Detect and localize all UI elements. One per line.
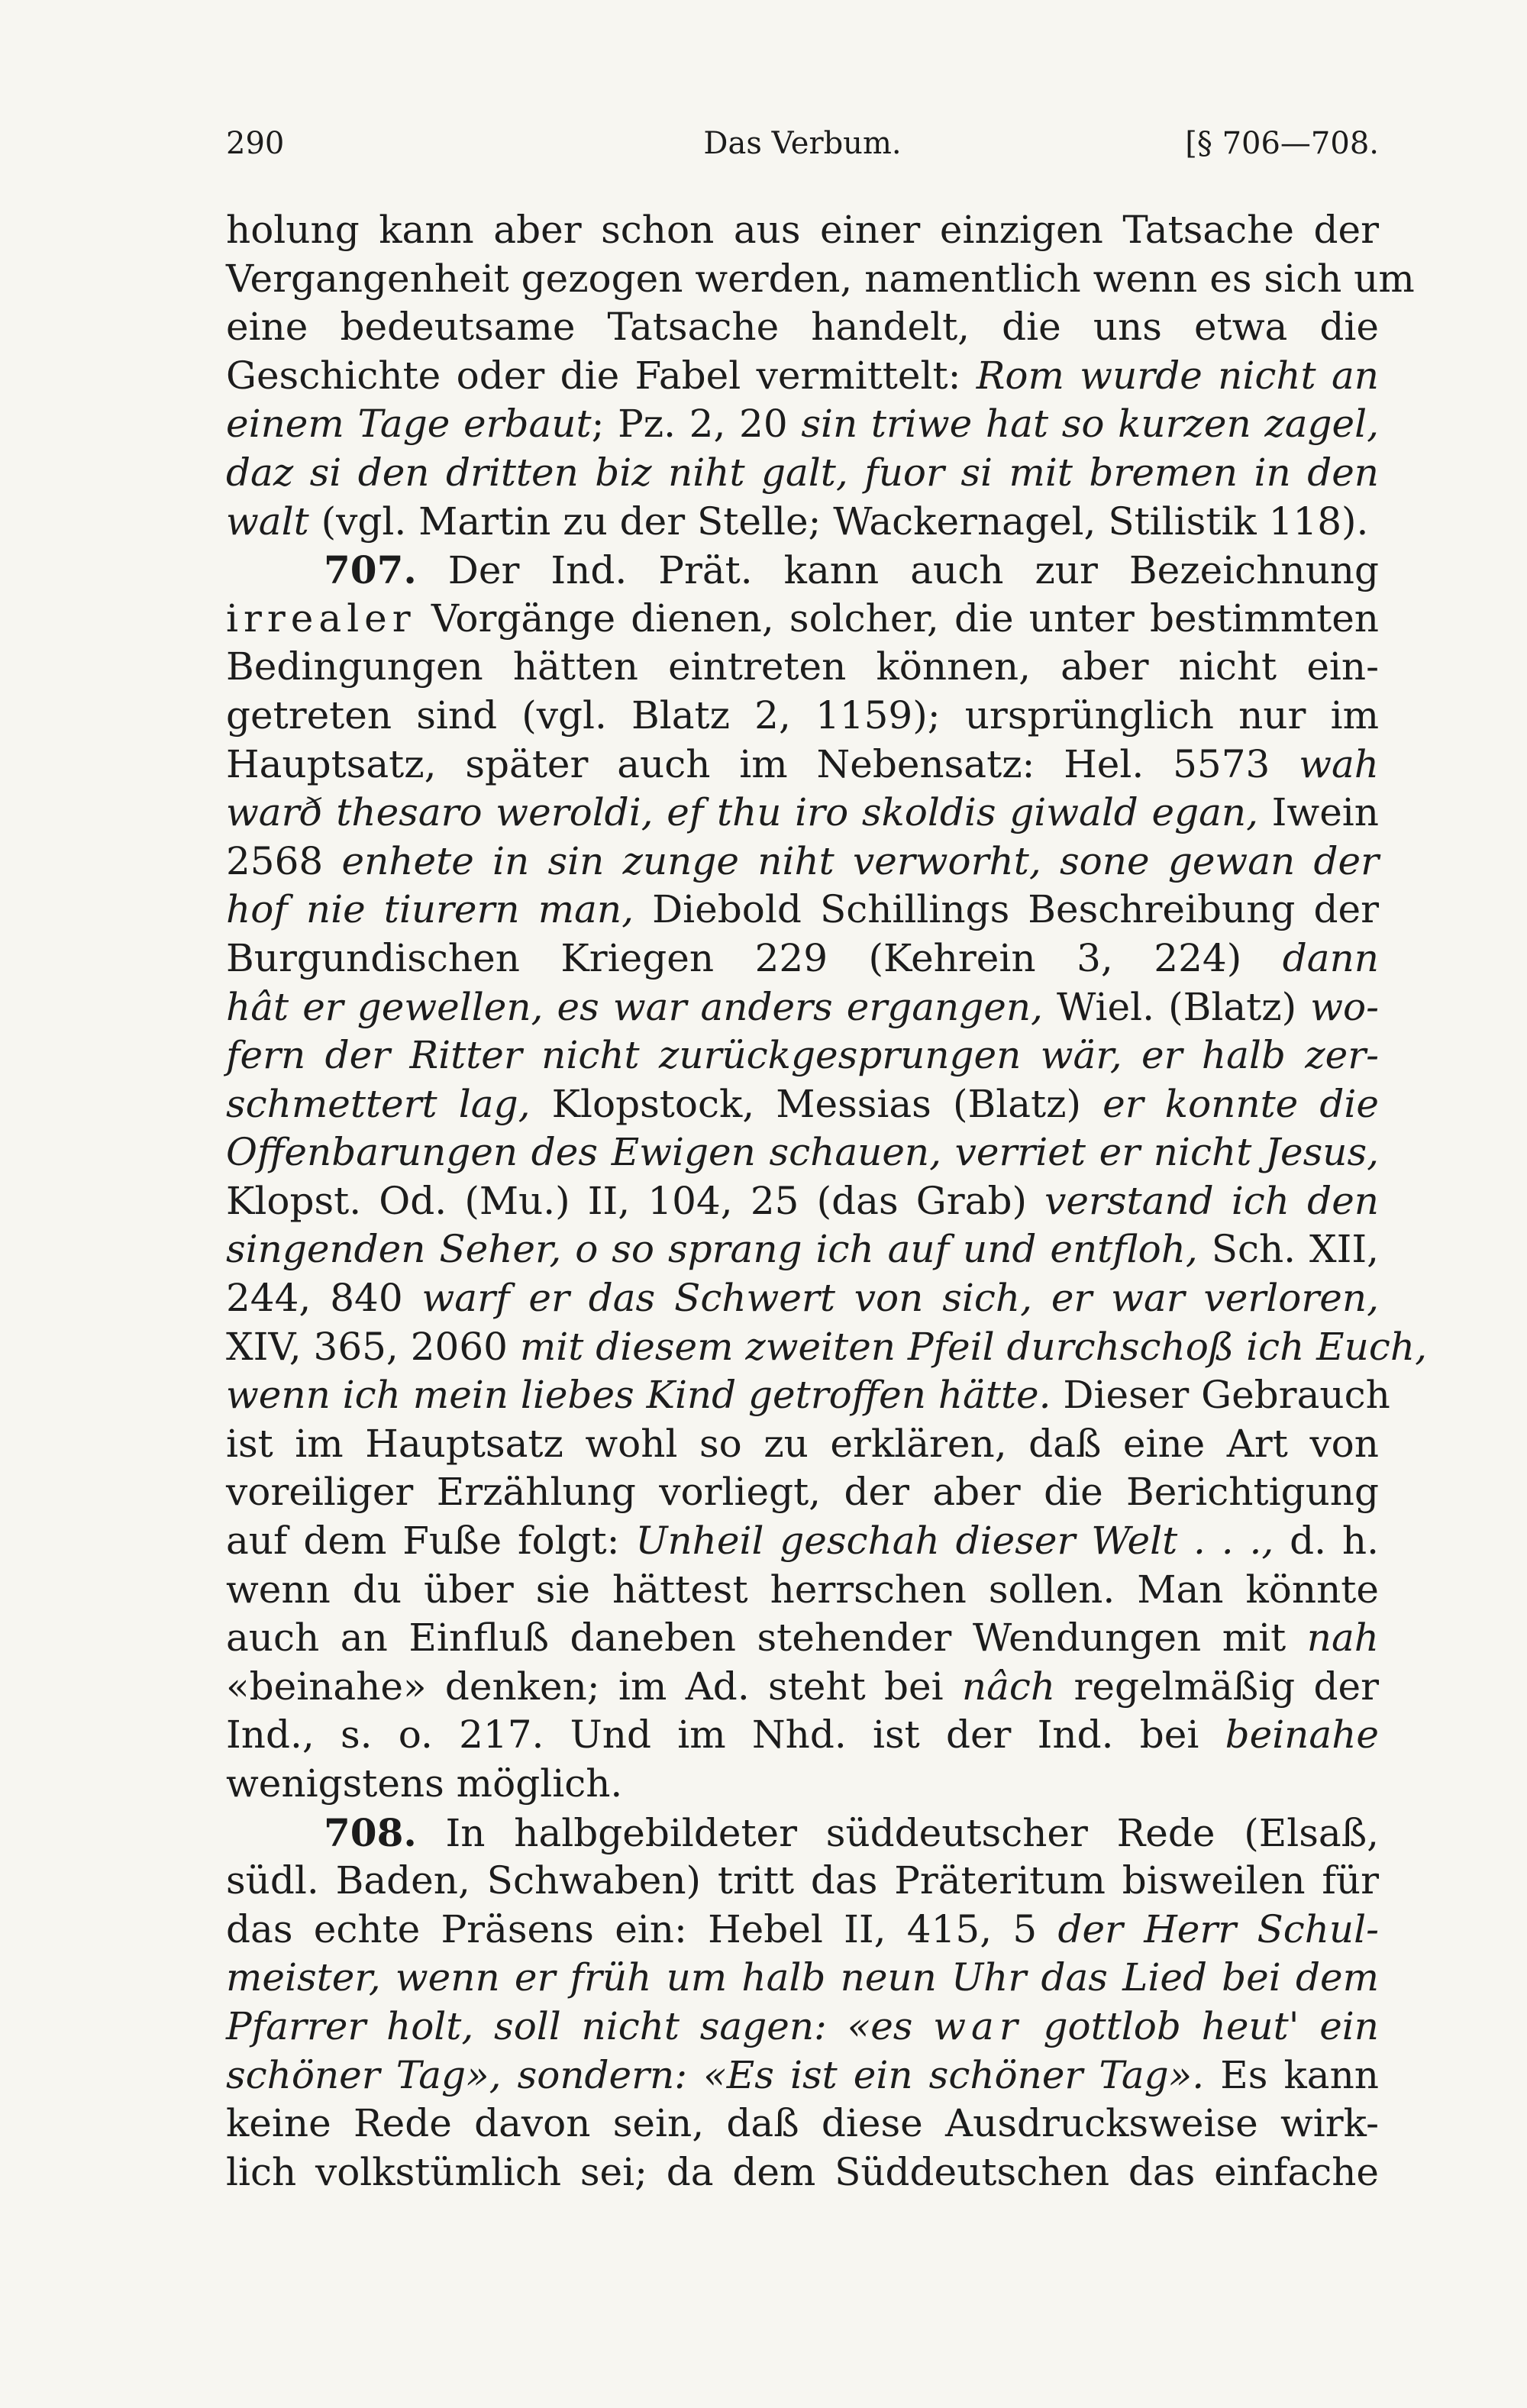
text-segment: Burgundischen Kriegen 229 (Kehrein 3, 224)	[226, 935, 1283, 980]
text-segment: 244, 840	[226, 1276, 422, 1321]
italic-quote: Pfarrer holt, soll nicht sagen: «es	[226, 2003, 934, 2048]
italic-quote: er konnte die	[1102, 1081, 1379, 1126]
italic-quote: singenden Seher, o so sprang ich auf und entfloh,	[226, 1227, 1198, 1272]
text-line	[226, 1468, 1379, 1517]
text-segment: Diebold Schillings Beschreibung der	[634, 887, 1379, 932]
text-segment: Bedingungen hätten eintreten können, aber nicht ein-	[226, 644, 1379, 689]
text-line	[226, 400, 1379, 449]
text-line	[226, 983, 1379, 1032]
text-segment: lich volkstümlich sei; da dem Süddeutschen das einfache	[226, 2149, 1379, 2194]
italic-quote: fern der Ritter nicht zurückgesprungen wär, er halb zer-	[226, 1033, 1379, 1078]
text-line	[226, 1760, 1379, 1809]
text-line	[226, 1274, 1379, 1323]
text-segment: südl. Baden, Schwaben) tritt das Präteritum bisweilen für	[226, 1858, 1379, 1903]
page-header	[226, 113, 1379, 174]
text-segment: Klopstock, Messias (Blatz)	[530, 1081, 1103, 1126]
text-segment: (vgl. Martin zu der Stelle; Wackernagel, Stilistik 118).	[308, 499, 1369, 544]
text-segment: Hauptsatz, später auch im Nebensatz: Hel. 5573	[226, 741, 1299, 786]
italic-quote: mit diesem zweiten Pfeil durchschoß ich Euch,	[519, 1324, 1427, 1369]
italic-quote: meister, wenn er früh um halb neun Uhr das Lied bei dem	[226, 1955, 1379, 2000]
text-line	[226, 1663, 1379, 1712]
text-segment: In halbgebildeter süddeutscher Rede (Elsaß,	[416, 1810, 1379, 1855]
text-segment: XIV, 365, 2060	[226, 1324, 520, 1369]
text-line	[226, 1128, 1379, 1177]
text-segment: Vorgänge dienen, solcher, die unter bestimmten	[415, 596, 1379, 641]
text-line	[226, 498, 1379, 547]
text-line	[226, 789, 1379, 838]
text-line	[226, 1517, 1379, 1566]
text-line	[226, 1566, 1379, 1615]
section-range: [§ 706—708.	[1185, 126, 1379, 161]
text-line	[226, 449, 1379, 498]
section-number: 707.	[324, 547, 417, 593]
italic-quote: gottlob heut' ein	[1022, 2003, 1379, 2048]
text-line	[226, 352, 1379, 401]
italic-quote: warð thesaro weroldi, ef thu iro skoldis giwald egan,	[226, 790, 1258, 835]
text-segment: irrealer	[226, 596, 416, 641]
italic-quote: wenn ich mein liebes Kind getroffen hätte.	[226, 1373, 1051, 1418]
text-segment: voreiliger Erzählung vorliegt, der aber die Berichtigung	[226, 1470, 1379, 1515]
text-segment: d. h.	[1274, 1519, 1379, 1564]
text-line	[226, 2148, 1379, 2197]
text-segment: Es kann	[1204, 2052, 1379, 2097]
running-title: Das Verbum.	[703, 126, 902, 161]
section-number: 708.	[324, 1809, 417, 1855]
text-segment: auf dem Fuße folgt:	[226, 1519, 636, 1564]
text-line	[226, 255, 1415, 304]
text-segment: das echte Präsens ein: Hebel II, 415, 5	[226, 1906, 1058, 1951]
italic-quote: daz si den dritten biz niht galt, fuor si mit bremen in den	[226, 450, 1379, 495]
text-segment: keine Rede davon sein, daß diese Ausdrucksweise wirk-	[226, 2101, 1379, 2146]
text-line	[226, 1080, 1379, 1129]
italic-quote: wo-	[1310, 984, 1379, 1029]
text-line	[226, 934, 1379, 983]
text-segment: Vergangenheit gezogen werden, namentlich wenn es sich um	[226, 256, 1415, 301]
italic-quote: dann	[1282, 935, 1379, 980]
text-line	[226, 1371, 1390, 1420]
text-line	[226, 1177, 1379, 1226]
text-segment: Ind., s. o. 217. Und im Nhd. ist der Ind. bei	[226, 1712, 1225, 1758]
text-line	[226, 2051, 1379, 2100]
italic-quote: hof nie tiurern man,	[226, 887, 634, 932]
text-segment: Wiel. (Blatz)	[1042, 984, 1311, 1029]
italic-quote: wah	[1299, 741, 1379, 786]
text-line	[226, 886, 1379, 934]
italic-quote: einem Tage erbaut	[226, 402, 592, 447]
text-segment: auch an Einfluß daneben stehender Wendungen mit	[226, 1616, 1307, 1661]
text-segment: «beinahe» denken; im Ad. steht bei	[226, 1664, 962, 1709]
italic-quote: verstand ich den	[1044, 1178, 1379, 1223]
text-line	[226, 303, 1379, 352]
italic-quote: enhete in sin zunge niht verworht, sone gewan der	[341, 838, 1379, 883]
text-line	[226, 2100, 1379, 2148]
italic-quote: Offenbarungen des Ewigen schauen, verriet er nicht Jesus,	[226, 1130, 1379, 1175]
text-segment: regelmäßig der	[1055, 1664, 1379, 1709]
text-line	[226, 1031, 1379, 1080]
italic-quote: nah	[1306, 1616, 1379, 1661]
text-line	[226, 1954, 1379, 2003]
text-line	[226, 1614, 1379, 1663]
text-segment: Dieser Gebrauch	[1051, 1373, 1390, 1418]
text-segment: Geschichte oder die Fabel vermittelt:	[226, 353, 977, 398]
text-line	[226, 1809, 1379, 1858]
text-segment: Der Ind. Prät. kann auch zur Bezeichnung	[416, 548, 1379, 593]
page-number: 290	[226, 126, 285, 161]
text-line	[226, 1711, 1379, 1760]
italic-quote: nâch	[961, 1664, 1056, 1709]
italic-quote: war	[933, 2003, 1023, 2048]
text-segment: wenigstens möglich.	[226, 1761, 623, 1806]
body-text	[226, 206, 1427, 2197]
text-line	[226, 1420, 1379, 1469]
text-line	[226, 741, 1379, 789]
text-segment: getreten sind (vgl. Blatz 2, 1159); ursprünglich nur im	[226, 692, 1379, 738]
text-line	[226, 1857, 1379, 1906]
text-segment: eine bedeutsame Tatsache handelt, die uns etwa die	[226, 305, 1379, 350]
text-segment: Klopst. Od. (Mu.) II, 104, 25 (das Grab)	[226, 1178, 1045, 1223]
italic-quote: walt	[226, 499, 309, 544]
italic-quote: schmettert lag,	[226, 1081, 531, 1126]
italic-quote: Unheil geschah dieser Welt . . .,	[635, 1519, 1274, 1564]
italic-quote: beinahe	[1225, 1712, 1379, 1758]
text-segment: ; Pz. 2, 20	[591, 402, 802, 447]
italic-quote: Rom wurde nicht an	[976, 353, 1380, 398]
text-line	[226, 643, 1379, 692]
text-segment: ist im Hauptsatz wohl so zu erklären, daß eine Art von	[226, 1421, 1379, 1466]
text-line	[226, 2003, 1379, 2051]
text-line	[226, 1225, 1379, 1274]
text-segment: 2568	[226, 838, 342, 883]
italic-quote: der Herr Schul-	[1057, 1906, 1379, 1951]
italic-quote: warf er das Schwert von sich, er war verloren,	[421, 1276, 1379, 1321]
text-segment: holung kann aber schon aus einer einzigen Tatsache der	[226, 208, 1379, 252]
text-line	[226, 838, 1379, 886]
text-line	[226, 546, 1379, 595]
italic-quote: schöner Tag», sondern: «Es ist ein schöner Tag».	[226, 2052, 1205, 2097]
text-line	[226, 595, 1379, 644]
text-line	[226, 692, 1379, 741]
text-segment: Iwein	[1258, 790, 1379, 835]
text-line	[226, 1323, 1427, 1372]
text-line	[226, 1906, 1379, 1954]
italic-quote: hât er gewellen, es war anders ergangen,	[226, 984, 1043, 1029]
italic-quote: sin triwe hat so kurzen zagel,	[801, 402, 1379, 447]
text-line	[226, 206, 1379, 255]
text-segment: wenn du über sie hättest herrschen sollen. Man könnte	[226, 1567, 1379, 1612]
text-segment: Sch. XII,	[1197, 1227, 1379, 1272]
